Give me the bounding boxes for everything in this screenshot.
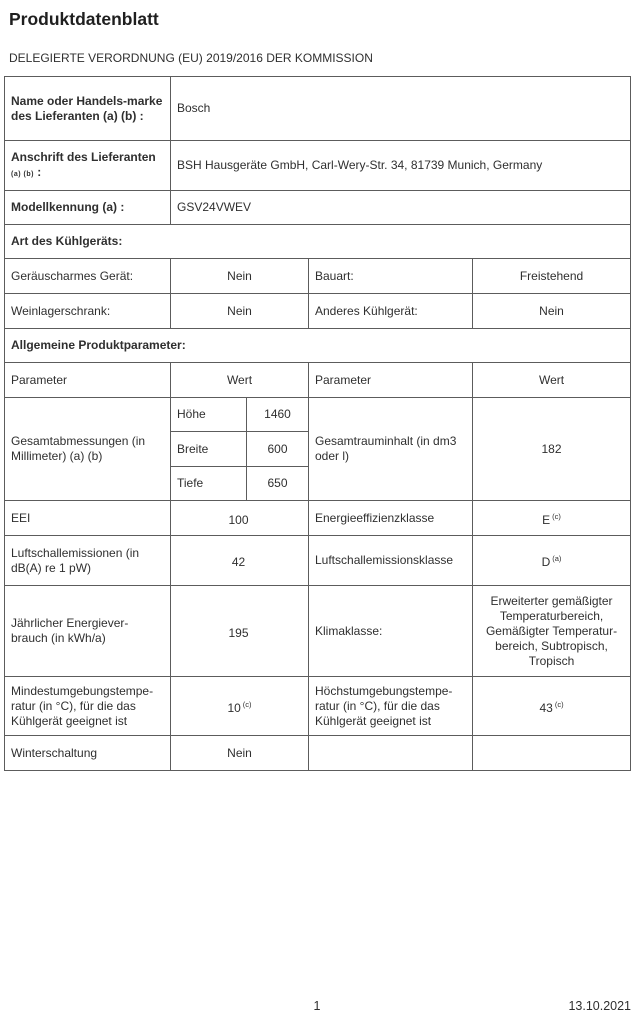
airborne-noise-label: Luftschallemissionen (in dB(A) re 1 pW) [5, 536, 171, 586]
column-header-row [5, 363, 631, 398]
section-heading-row [5, 225, 631, 259]
supplier-address-colon: : [37, 164, 42, 179]
table-row [5, 736, 631, 771]
energy-class-value: E $^{(c)}$ [473, 501, 631, 536]
footer-page-number: 1 [313, 999, 321, 1013]
total-volume-value: 182 [473, 398, 631, 501]
other-appliance-value: Nein [473, 294, 631, 329]
general-parameters-heading: Allgemeine Produktparameter: [5, 329, 631, 363]
footnote-marker: (c) [552, 511, 561, 521]
page-title: Produktdatenblatt [9, 9, 159, 29]
energy-class-label: Energieeffizienzklasse [309, 501, 473, 536]
table-row [5, 677, 631, 736]
dimension-height-label: Höhe [171, 398, 247, 432]
empty-cell [309, 736, 473, 771]
dimension-depth-label: Tiefe [171, 467, 247, 501]
noise-class-label: Luftschallemissionsklasse [309, 536, 473, 586]
winter-setting-label: Winterschaltung [5, 736, 171, 771]
max-ambient-temp-label: Höchstumgebungstempe-ratur (in °C), für die das Kühlgerät geeignet ist [309, 677, 473, 736]
column-header-parameter-right: Parameter [309, 363, 473, 398]
supplier-address-label [5, 141, 171, 191]
climate-class-value: Erweiterter gemäßigter Temperaturbereich, Gemäßigter Temperatur-bereich, Subtropisch, Tropisch [473, 586, 631, 677]
column-header-value-left: Wert [171, 363, 309, 398]
wine-storage-label: Weinlagerschrank: [5, 294, 171, 329]
table-row [5, 536, 631, 586]
wine-storage-value: Nein [171, 294, 309, 329]
model-id-label: Modellkennung (a) : [5, 191, 171, 225]
dimension-depth-value: 650 [247, 467, 309, 501]
regulation-subtitle: DELEGIERTE VERORDNUNG (EU) 2019/2016 DER KOMMISSION [9, 51, 373, 65]
dimension-width-value: 600 [247, 432, 309, 467]
table-row [5, 294, 631, 329]
model-id-value: GSV24VWEV [171, 191, 631, 225]
table-row [5, 501, 631, 536]
table-row [5, 77, 631, 141]
appliance-type-heading: Art des Kühlgeräts: [5, 225, 631, 259]
airborne-noise-value: 42 [171, 536, 309, 586]
footnote-marker: (a) [552, 554, 562, 563]
design-type-label: Bauart: [309, 259, 473, 294]
min-ambient-temp-label: Mindestumgebungstempe-ratur (in °C), für die das Kühlgerät geeignet ist [5, 677, 171, 736]
max-ambient-temp-value: 43 $^{(c)}$ [473, 677, 631, 736]
empty-cell [473, 736, 631, 771]
winter-setting-value: Nein [171, 736, 309, 771]
column-header-parameter-left: Parameter [5, 363, 171, 398]
dimension-height-value: 1460 [247, 398, 309, 432]
section-heading-row [5, 329, 631, 363]
table-row [5, 398, 631, 432]
product-datasheet-table [4, 76, 631, 771]
low-noise-value: Nein [171, 259, 309, 294]
table-row [5, 259, 631, 294]
low-noise-label: Geräuscharmes Gerät: [5, 259, 171, 294]
table-row [5, 191, 631, 225]
table-row [5, 586, 631, 677]
noise-class-value: D $^{(a)}$ [473, 536, 631, 586]
dimensions-label: Gesamtabmessungen (in Millimeter) (a) (b) [5, 398, 171, 501]
supplier-address-value: BSH Hausgeräte GmbH, Carl-Wery-Str. 34, 81739 Munich, Germany [171, 141, 631, 191]
dimension-width-label: Breite [171, 432, 247, 467]
annual-energy-value: 195 [171, 586, 309, 677]
design-type-value: Freistehend [473, 259, 631, 294]
min-ambient-temp-value: 10 $^{(c)}$ [171, 677, 309, 736]
climate-class-label: Klimaklasse: [309, 586, 473, 677]
footnote-marker: (c) [242, 699, 252, 709]
annual-energy-label: Jährlicher Energiever-brauch (in kWh/a) [5, 586, 171, 677]
total-volume-label: Gesamtrauminhalt (in dm3 oder l) [309, 398, 473, 501]
supplier-address-footnote: (a) (b) [11, 170, 34, 178]
supplier-name-label: Name oder Handels-marke des Lieferanten (a) (b) : [5, 77, 171, 141]
eei-value: 100 [171, 501, 309, 536]
other-appliance-label: Anderes Kühlgerät: [309, 294, 473, 329]
supplier-address-label-text: Anschrift des Lieferanten [11, 149, 156, 164]
footnote-marker: (c) [554, 699, 564, 709]
supplier-name-value: Bosch [171, 77, 631, 141]
eei-label: EEI [5, 501, 171, 536]
table-row [5, 141, 631, 191]
column-header-value-right: Wert [473, 363, 631, 398]
footer-date: 13.10.2021 [568, 999, 631, 1013]
